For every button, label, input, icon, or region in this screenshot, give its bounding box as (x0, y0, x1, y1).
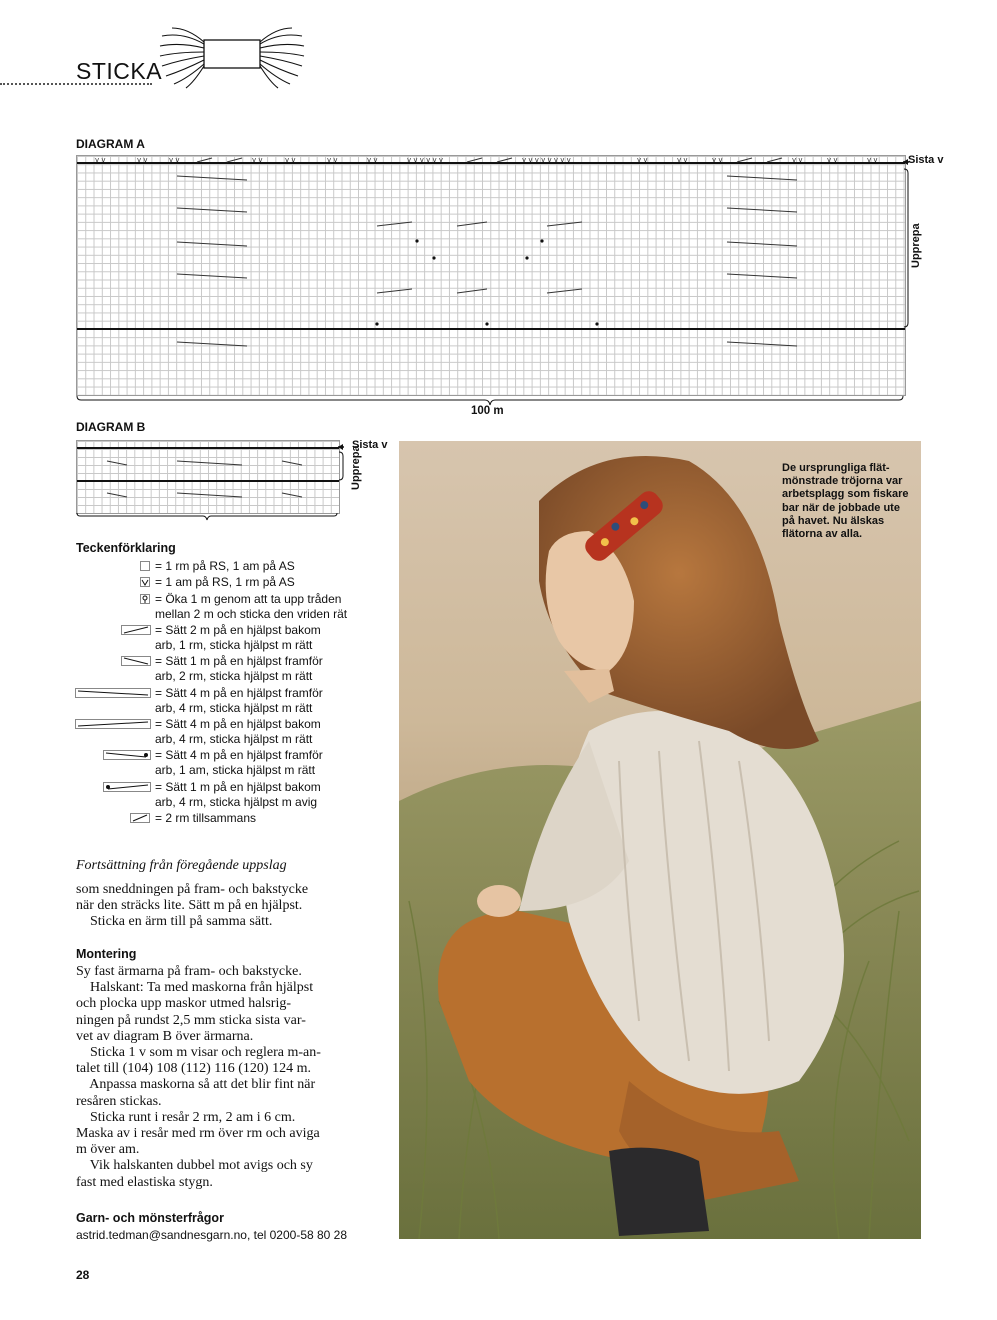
legend-text: = Sätt 4 m på en hjälpst bakom arb, 4 rm, sticka hjälpst m rätt (155, 717, 321, 746)
svg-text:v v: v v (327, 156, 338, 164)
diagram-b-last-row-label: Sista v (352, 439, 388, 451)
diagram-a-chart (76, 155, 906, 396)
legend-text: = Sätt 4 m på en hjälpst framför arb, 1 am, sticka hjälpst m rätt (155, 748, 323, 777)
legend-text: = Sätt 4 m på en hjälpst framför arb, 4 rm, sticka hjälpst m rätt (155, 686, 323, 715)
contact-text: astrid.tedman@sandnesgarn.no, tel 0200-58 80 28 (76, 1228, 348, 1242)
page-number: 28 (76, 1268, 90, 1282)
svg-text:v v: v v (827, 156, 838, 164)
legend-text: = 2 rm tillsammans (155, 811, 257, 825)
legend-item (155, 717, 321, 746)
diagram-b-chart (76, 440, 340, 514)
svg-text:v v: v v (285, 156, 296, 164)
legend-text: = 1 rm på RS, 1 am på AS (155, 559, 295, 573)
legend-text: = 1 am på RS, 1 rm på AS (155, 575, 295, 589)
body-paragraph: som sneddningen på fram- och bakstycke när den sträcks lite. Sätt m på en hjälpst. Sticka en ärm till på samma sätt. (76, 882, 309, 930)
legend-text: = Öka 1 m genom att ta upp tråden mellan 2 m och sticka den vriden rät (155, 592, 348, 621)
diagram-a-label: DIAGRAM A (76, 137, 145, 151)
cable-4-front-dot-symbol-icon (103, 750, 151, 760)
cable-4-front-symbol-icon (75, 688, 151, 698)
diagram-b-width-brace (76, 513, 338, 521)
legend-text: = Sätt 2 m på en hjälpst bakom arb, 1 rm, sticka hjälpst m rätt (155, 623, 321, 652)
contact-heading: Garn- och mönsterfrågor (76, 1211, 224, 1225)
section-title: STICKA (76, 58, 163, 84)
legend-item (155, 592, 347, 621)
legend-text: = Sätt 1 m på en hjälpst framför arb, 2 rm, sticka hjälpst m rätt (155, 654, 323, 683)
cable-4-back-symbol-icon (75, 719, 151, 729)
yarn-skein-icon (158, 26, 306, 90)
legend-item (155, 686, 323, 715)
diagram-a-repeat-label: Upprepa (910, 223, 922, 268)
empty-square-symbol-icon (140, 561, 150, 571)
legend-item (155, 623, 321, 652)
svg-text:v v v v v v: v v v v v v (407, 156, 443, 164)
svg-text:v v: v v (677, 156, 688, 164)
child-in-sweater-image (399, 441, 921, 1239)
diagram-b-repeat-label: Upprepa (350, 445, 362, 490)
svg-text:v v: v v (137, 156, 148, 164)
cable-2-back-symbol-icon (121, 625, 151, 635)
diagram-a-last-row-label: Sista v (908, 154, 944, 166)
svg-text:v v: v v (792, 156, 803, 164)
increase-symbol-icon (140, 594, 150, 604)
v-square-symbol-icon (140, 577, 150, 587)
diagram-b-label: DIAGRAM B (76, 420, 146, 434)
svg-text:v v: v v (712, 156, 723, 164)
legend-item (155, 654, 323, 683)
continued-note: Fortsättning från föregående uppslag (76, 858, 287, 873)
svg-text:v v: v v (95, 156, 106, 164)
legend-item (155, 559, 295, 574)
legend-item (155, 811, 256, 826)
dotted-rule (0, 83, 152, 85)
svg-text:v v: v v (367, 156, 378, 164)
montering-text: Sy fast ärmarna på fram- och bakstycke. Halskant: Ta med maskorna från hjälpst och plocka upp maskor utmed halsrig- ningen på rundst 2,5 mm sticka sista var- vet av diagram B över ärmarna. Sticka 1 v som m visar och reglera m-an- talet till (104) 108 (112) 116 (120) 124 m. Anpassa maskorna så att det blir fint när resåren stickas. Sticka runt i resår 2 rm, 2 am i 6 cm. Maska av i resår med rm över rm och aviga m över am. Vik halskanten dubbel mot avigs och sy fast med elastiska stygn. (76, 964, 321, 1190)
legend-text: = Sätt 1 m på en hjälpst bakom arb, 4 rm, sticka hjälpst m avig (155, 780, 321, 809)
svg-text:v v: v v (867, 156, 878, 164)
diagram-a-width-label: 100 m (471, 405, 504, 417)
cable-1-front-symbol-icon (121, 656, 151, 666)
legend-title: Teckenförklaring (76, 541, 176, 555)
legend-item (155, 575, 295, 590)
svg-text:v v: v v (252, 156, 263, 164)
child-photo (399, 441, 921, 1239)
montering-heading: Montering (76, 947, 137, 961)
svg-text:v v: v v (637, 156, 648, 164)
photo-caption: De ursprungliga flät- mönstrade tröjorna var arbetsplagg som fiskare bar när de jobbade ute på havet. Nu älskas flätorna av alla. (782, 462, 909, 541)
diagram-b-symbols (77, 441, 339, 513)
svg-text:v v: v v (169, 156, 180, 164)
legend-item (155, 748, 323, 777)
diagram-b-repeat-bracket (338, 440, 348, 486)
cable-1-back-dot-symbol-icon (103, 782, 151, 792)
diagram-a-symbols (77, 156, 905, 395)
legend-item (155, 780, 321, 809)
k2tog-symbol-icon (130, 813, 150, 823)
svg-text:v v v v v v v v: v v v v v v v v (522, 156, 571, 164)
